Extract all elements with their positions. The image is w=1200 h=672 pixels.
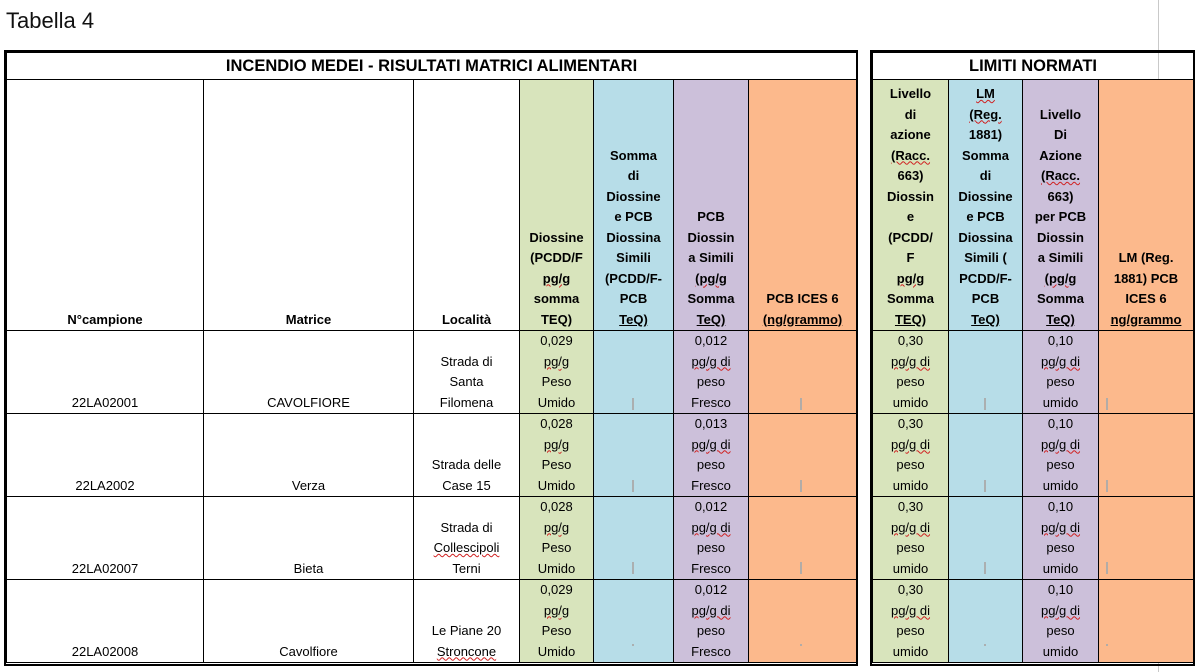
cell-livello-pcb: 0,10 pg/g di peso umido — [1023, 331, 1099, 414]
header-diossine: Diossine (PCDD/F pg/g somma TEQ) — [520, 80, 594, 331]
cell-marker — [1106, 398, 1108, 646]
cell-pcb-ices — [749, 331, 857, 414]
cell-matrice: CAVOLFIORE — [204, 331, 414, 414]
header-livello-azione-pcb: Livello Di Azione (Racc. 663) per PCB Diossin a Simili (pg/g Somma TeQ) — [1023, 80, 1099, 331]
cell-marker — [632, 398, 634, 646]
cell-campione: 22LA2002 — [7, 414, 204, 497]
cell-diossine: 0,029 pg/g Peso Umido — [520, 580, 594, 663]
cell-localita: Strada di Santa Filomena — [414, 331, 520, 414]
cell-pcb-dl: 0,012 pg/g di peso Fresco — [674, 331, 749, 414]
header-somma-diossine-pcb: Somma di Diossine e PCB Diossina Simili (PCDD/F- PCB TeQ) — [594, 80, 674, 331]
header-lm-ices6: LM (Reg. 1881) PCB ICES 6 ng/grammo — [1099, 80, 1194, 331]
cell-livello-diossine: 0,30 pg/g di peso umido — [873, 331, 949, 414]
table-row — [873, 580, 1194, 663]
cell-localita: Strada delle Case 15 — [414, 414, 520, 497]
cell-matrice: Cavolfiore — [204, 580, 414, 663]
limits-table-title: LIMITI NORMATI — [873, 53, 1194, 80]
cell-diossine: 0,028 pg/g Peso Umido — [520, 414, 594, 497]
cell-pcb-ices — [749, 497, 857, 580]
cell-pcb-ices — [749, 414, 857, 497]
header-pcb-ices6: PCB ICES 6 (ng/grammo) — [749, 80, 857, 331]
cell-lm-ices — [1099, 497, 1194, 580]
header-lm-somma: LM (Reg. 1881) Somma di Diossine e PCB Diossina Simili ( PCDD/F- PCB TeQ) — [949, 80, 1023, 331]
cell-localita: Strada di Collescipoli Terni — [414, 497, 520, 580]
table-row — [873, 331, 1194, 414]
cell-marker — [800, 398, 802, 646]
page-title: Tabella 4 — [6, 8, 95, 33]
header-campione: N°campione — [7, 80, 204, 331]
cell-matrice: Verza — [204, 414, 414, 497]
header-pcb-diossina-simili: PCB Diossin a Simili (pg/g Somma TeQ) — [674, 80, 749, 331]
cell-lm-ices — [1099, 414, 1194, 497]
results-table-title: INCENDIO MEDEI - RISULTATI MATRICI ALIMENTARI — [7, 53, 857, 80]
cell-campione: 22LA02007 — [7, 497, 204, 580]
cell-livello-diossine: 0,30 pg/g di peso umido — [873, 497, 949, 580]
cell-localita: Le Piane 20 Stroncone — [414, 580, 520, 663]
cell-campione: 22LA02008 — [7, 580, 204, 663]
cell-diossine: 0,029 pg/g Peso Umido — [520, 331, 594, 414]
cell-pcb-dl: 0,012 pg/g di peso Fresco — [674, 580, 749, 663]
cell-lm-ices — [1099, 580, 1194, 663]
cell-lm-ices — [1099, 331, 1194, 414]
limits-table-panel — [870, 50, 1195, 666]
header-livello-azione-diossine: Livello di azione (Racc. 663) Diossin e (PCDD/ F pg/g Somma TEQ) — [873, 80, 949, 331]
table-row — [873, 497, 1194, 580]
table-row — [7, 580, 857, 663]
cell-pcb-ices — [749, 580, 857, 663]
cell-livello-pcb: 0,10 pg/g di peso umido — [1023, 580, 1099, 663]
limits-table — [872, 52, 1194, 663]
header-localita: Località — [414, 80, 520, 331]
cell-marker — [984, 398, 986, 646]
results-table-panel — [4, 50, 858, 666]
header-matrice: Matrice — [204, 80, 414, 331]
cell-diossine: 0,028 pg/g Peso Umido — [520, 497, 594, 580]
cell-matrice: Bieta — [204, 497, 414, 580]
table-row — [873, 414, 1194, 497]
cell-pcb-dl: 0,013 pg/g di peso Fresco — [674, 414, 749, 497]
cell-pcb-dl: 0,012 pg/g di peso Fresco — [674, 497, 749, 580]
results-table — [6, 52, 857, 663]
table-row — [7, 497, 857, 580]
cell-livello-diossine: 0,30 pg/g di peso umido — [873, 414, 949, 497]
cell-livello-pcb: 0,10 pg/g di peso umido — [1023, 414, 1099, 497]
table-row — [7, 331, 857, 414]
cell-livello-diossine: 0,30 pg/g di peso umido — [873, 580, 949, 663]
cell-campione: 22LA02001 — [7, 331, 204, 414]
table-row — [7, 414, 857, 497]
cell-livello-pcb: 0,10 pg/g di peso umido — [1023, 497, 1099, 580]
